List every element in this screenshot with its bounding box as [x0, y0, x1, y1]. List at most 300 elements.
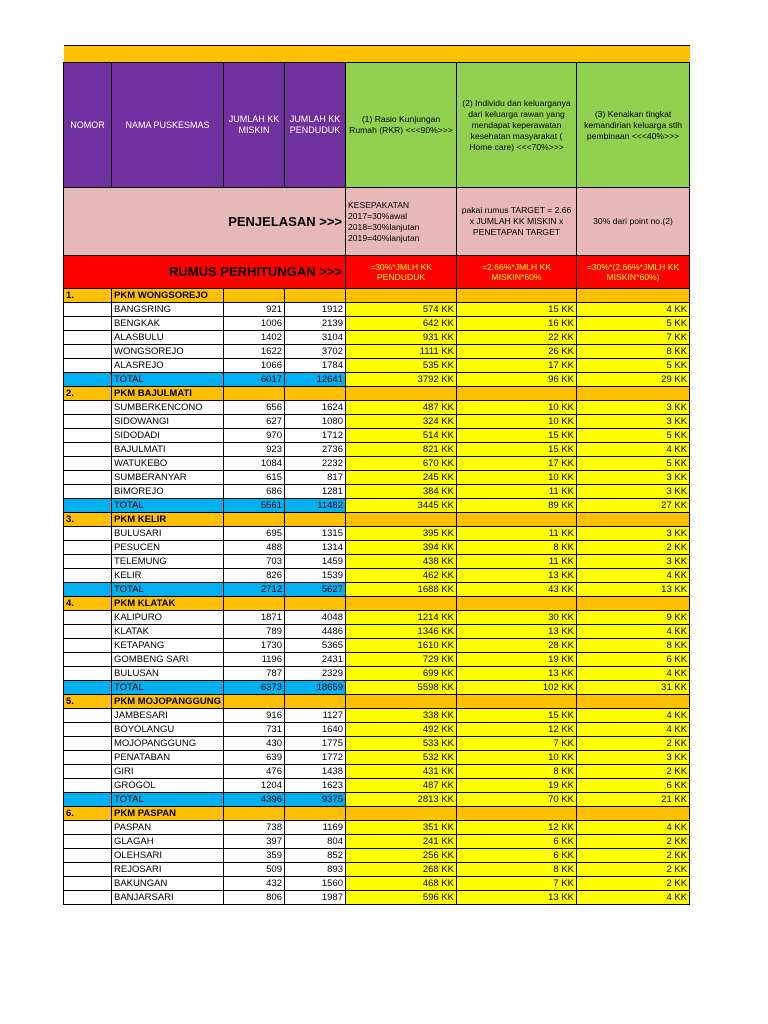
total-label-cell[interactable]: TOTAL	[112, 499, 224, 513]
nomor-cell[interactable]	[64, 863, 112, 877]
kk-miskin-cell[interactable]: 639	[224, 751, 285, 765]
group-empty-cell[interactable]	[577, 597, 690, 611]
total-kk-penduduk-cell[interactable]: 12641	[285, 373, 346, 387]
group-empty-cell[interactable]	[346, 387, 457, 401]
target-2-cell[interactable]: 15 KK	[457, 303, 577, 317]
nomor-cell[interactable]	[64, 583, 112, 597]
kk-miskin-cell[interactable]: 1204	[224, 779, 285, 793]
nomor-cell[interactable]	[64, 681, 112, 695]
desa-name-cell[interactable]: SUMBERANYAR	[112, 471, 224, 485]
group-empty-cell[interactable]	[285, 387, 346, 401]
kk-penduduk-cell[interactable]: 817	[285, 471, 346, 485]
target-3-cell[interactable]: 3 KK	[577, 555, 690, 569]
kk-penduduk-cell[interactable]: 3104	[285, 331, 346, 345]
kk-miskin-cell[interactable]: 738	[224, 821, 285, 835]
nomor-cell[interactable]	[64, 569, 112, 583]
target-3-cell[interactable]: 4 KK	[577, 667, 690, 681]
target-1-cell[interactable]: 1610 KK	[346, 639, 457, 653]
target-1-cell[interactable]: 642 KK	[346, 317, 457, 331]
target-1-cell[interactable]: 351 KK	[346, 821, 457, 835]
total-kk-miskin-cell[interactable]: 4396	[224, 793, 285, 807]
header-kk-miskin[interactable]: JUMLAH KK MISKIN	[224, 63, 285, 188]
kk-penduduk-cell[interactable]: 1623	[285, 779, 346, 793]
target-2-cell[interactable]: 16 KK	[457, 317, 577, 331]
target-2-cell[interactable]: 10 KK	[457, 751, 577, 765]
target-3-cell[interactable]: 4 KK	[577, 443, 690, 457]
kk-penduduk-cell[interactable]: 1640	[285, 723, 346, 737]
total-target-3-cell[interactable]: 13 KK	[577, 583, 690, 597]
header-indikator-1[interactable]: (1) Rasio Kunjungan Rumah (RKR) <<<90%>>>	[346, 63, 457, 188]
desa-name-cell[interactable]: GIRI	[112, 765, 224, 779]
target-1-cell[interactable]: 931 KK	[346, 331, 457, 345]
desa-name-cell[interactable]: TELEMUNG	[112, 555, 224, 569]
total-target-3-cell[interactable]: 21 KK	[577, 793, 690, 807]
desa-name-cell[interactable]: JAMBESARI	[112, 709, 224, 723]
kk-penduduk-cell[interactable]: 1169	[285, 821, 346, 835]
target-2-cell[interactable]: 26 KK	[457, 345, 577, 359]
nomor-cell[interactable]	[64, 345, 112, 359]
nomor-cell[interactable]	[64, 541, 112, 555]
target-3-cell[interactable]: 4 KK	[577, 891, 690, 905]
target-2-cell[interactable]: 11 KK	[457, 555, 577, 569]
group-name[interactable]: PKM BAJULMATI	[112, 387, 224, 401]
total-target-3-cell[interactable]: 29 KK	[577, 373, 690, 387]
target-3-cell[interactable]: 4 KK	[577, 625, 690, 639]
kk-penduduk-cell[interactable]: 4048	[285, 611, 346, 625]
kk-penduduk-cell[interactable]: 2736	[285, 443, 346, 457]
kk-miskin-cell[interactable]: 787	[224, 667, 285, 681]
header-indikator-3[interactable]: (3) Kenaikan tingkat kemandirian keluarga stlh pembinaan <<<40%>>>	[577, 63, 690, 188]
target-3-cell[interactable]: 3 KK	[577, 527, 690, 541]
desa-name-cell[interactable]: BENGKAK	[112, 317, 224, 331]
kk-miskin-cell[interactable]: 923	[224, 443, 285, 457]
group-empty-cell[interactable]	[457, 597, 577, 611]
rumus-3[interactable]: =30%*(2.66%*JMLH KK MISKIN*60%)	[577, 256, 690, 289]
target-3-cell[interactable]: 2 KK	[577, 765, 690, 779]
total-kk-penduduk-cell[interactable]: 11482	[285, 499, 346, 513]
target-2-cell[interactable]: 12 KK	[457, 821, 577, 835]
group-number[interactable]: 3.	[64, 513, 112, 527]
kk-miskin-cell[interactable]: 476	[224, 765, 285, 779]
kk-miskin-cell[interactable]: 1066	[224, 359, 285, 373]
nomor-cell[interactable]	[64, 723, 112, 737]
nomor-cell[interactable]	[64, 751, 112, 765]
target-1-cell[interactable]: 338 KK	[346, 709, 457, 723]
target-3-cell[interactable]: 2 KK	[577, 737, 690, 751]
kk-penduduk-cell[interactable]: 852	[285, 849, 346, 863]
target-1-cell[interactable]: 431 KK	[346, 765, 457, 779]
total-kk-miskin-cell[interactable]: 6373	[224, 681, 285, 695]
kk-penduduk-cell[interactable]: 2329	[285, 667, 346, 681]
target-1-cell[interactable]: 268 KK	[346, 863, 457, 877]
nomor-cell[interactable]	[64, 317, 112, 331]
target-1-cell[interactable]: 256 KK	[346, 849, 457, 863]
target-3-cell[interactable]: 6 KK	[577, 653, 690, 667]
target-1-cell[interactable]: 574 KK	[346, 303, 457, 317]
kk-miskin-cell[interactable]: 509	[224, 863, 285, 877]
group-empty-cell[interactable]	[457, 695, 577, 709]
target-3-cell[interactable]: 2 KK	[577, 541, 690, 555]
kk-penduduk-cell[interactable]: 1459	[285, 555, 346, 569]
target-1-cell[interactable]: 395 KK	[346, 527, 457, 541]
kk-penduduk-cell[interactable]: 893	[285, 863, 346, 877]
group-empty-cell[interactable]	[577, 513, 690, 527]
group-name[interactable]: PKM KELIR	[112, 513, 224, 527]
kk-penduduk-cell[interactable]: 1987	[285, 891, 346, 905]
total-kk-miskin-cell[interactable]: 5561	[224, 499, 285, 513]
group-empty-cell[interactable]	[346, 597, 457, 611]
kk-miskin-cell[interactable]: 789	[224, 625, 285, 639]
group-empty-cell[interactable]	[346, 289, 457, 303]
target-2-cell[interactable]: 8 KK	[457, 541, 577, 555]
target-3-cell[interactable]: 5 KK	[577, 359, 690, 373]
nomor-cell[interactable]	[64, 821, 112, 835]
kk-penduduk-cell[interactable]: 3702	[285, 345, 346, 359]
target-2-cell[interactable]: 7 KK	[457, 737, 577, 751]
desa-name-cell[interactable]: KELIR	[112, 569, 224, 583]
target-1-cell[interactable]: 241 KK	[346, 835, 457, 849]
target-2-cell[interactable]: 11 KK	[457, 485, 577, 499]
rumus-1[interactable]: =30%*JMLH KK PENDUDUK	[346, 256, 457, 289]
target-3-cell[interactable]: 2 KK	[577, 863, 690, 877]
desa-name-cell[interactable]: BAKUNGAN	[112, 877, 224, 891]
target-1-cell[interactable]: 1214 KK	[346, 611, 457, 625]
total-target-2-cell[interactable]: 70 KK	[457, 793, 577, 807]
target-3-cell[interactable]: 7 KK	[577, 331, 690, 345]
kk-penduduk-cell[interactable]: 1314	[285, 541, 346, 555]
group-number[interactable]: 6.	[64, 807, 112, 821]
total-target-3-cell[interactable]: 31 KK	[577, 681, 690, 695]
kk-miskin-cell[interactable]: 1402	[224, 331, 285, 345]
group-empty-cell[interactable]	[577, 387, 690, 401]
target-3-cell[interactable]: 3 KK	[577, 751, 690, 765]
target-1-cell[interactable]: 699 KK	[346, 667, 457, 681]
group-empty-cell[interactable]	[224, 289, 285, 303]
group-empty-cell[interactable]	[346, 695, 457, 709]
kk-miskin-cell[interactable]: 806	[224, 891, 285, 905]
target-1-cell[interactable]: 596 KK	[346, 891, 457, 905]
target-3-cell[interactable]: 4 KK	[577, 569, 690, 583]
desa-name-cell[interactable]: ALASBULU	[112, 331, 224, 345]
desa-name-cell[interactable]: PENATABAN	[112, 751, 224, 765]
group-empty-cell[interactable]	[224, 807, 285, 821]
target-2-cell[interactable]: 6 KK	[457, 835, 577, 849]
nomor-cell[interactable]	[64, 709, 112, 723]
total-target-2-cell[interactable]: 89 KK	[457, 499, 577, 513]
group-name[interactable]: PKM KLATAK	[112, 597, 224, 611]
target-2-cell[interactable]: 28 KK	[457, 639, 577, 653]
group-empty-cell[interactable]	[457, 807, 577, 821]
target-2-cell[interactable]: 8 KK	[457, 863, 577, 877]
kk-miskin-cell[interactable]: 627	[224, 415, 285, 429]
nomor-cell[interactable]	[64, 457, 112, 471]
desa-name-cell[interactable]: WATUKEBO	[112, 457, 224, 471]
target-2-cell[interactable]: 10 KK	[457, 401, 577, 415]
desa-name-cell[interactable]: BOYOLANGU	[112, 723, 224, 737]
target-2-cell[interactable]: 22 KK	[457, 331, 577, 345]
target-2-cell[interactable]: 13 KK	[457, 667, 577, 681]
kk-penduduk-cell[interactable]: 1772	[285, 751, 346, 765]
target-1-cell[interactable]: 821 KK	[346, 443, 457, 457]
group-name[interactable]: PKM WONGSOREJO	[112, 289, 224, 303]
kk-penduduk-cell[interactable]: 1560	[285, 877, 346, 891]
target-3-cell[interactable]: 3 KK	[577, 471, 690, 485]
kk-miskin-cell[interactable]: 397	[224, 835, 285, 849]
total-label-cell[interactable]: TOTAL	[112, 583, 224, 597]
target-2-cell[interactable]: 15 KK	[457, 709, 577, 723]
desa-name-cell[interactable]: KLATAK	[112, 625, 224, 639]
nomor-cell[interactable]	[64, 471, 112, 485]
group-number[interactable]: 2.	[64, 387, 112, 401]
total-target-2-cell[interactable]: 43 KK	[457, 583, 577, 597]
desa-name-cell[interactable]: GOMBENG SARI	[112, 653, 224, 667]
kk-penduduk-cell[interactable]: 1775	[285, 737, 346, 751]
kk-penduduk-cell[interactable]: 1127	[285, 709, 346, 723]
target-1-cell[interactable]: 384 KK	[346, 485, 457, 499]
target-3-cell[interactable]: 2 KK	[577, 835, 690, 849]
target-3-cell[interactable]: 9 KK	[577, 611, 690, 625]
nomor-cell[interactable]	[64, 359, 112, 373]
target-2-cell[interactable]: 17 KK	[457, 359, 577, 373]
group-empty-cell[interactable]	[457, 513, 577, 527]
desa-name-cell[interactable]: SIDODADI	[112, 429, 224, 443]
group-number[interactable]: 5.	[64, 695, 112, 709]
kk-miskin-cell[interactable]: 921	[224, 303, 285, 317]
nomor-cell[interactable]	[64, 849, 112, 863]
desa-name-cell[interactable]: WONGSOREJO	[112, 345, 224, 359]
kk-penduduk-cell[interactable]: 1315	[285, 527, 346, 541]
nomor-cell[interactable]	[64, 793, 112, 807]
nomor-cell[interactable]	[64, 639, 112, 653]
kk-miskin-cell[interactable]: 970	[224, 429, 285, 443]
group-empty-cell[interactable]	[346, 807, 457, 821]
kk-miskin-cell[interactable]: 488	[224, 541, 285, 555]
target-3-cell[interactable]: 5 KK	[577, 457, 690, 471]
desa-name-cell[interactable]: KALIPURO	[112, 611, 224, 625]
group-empty-cell[interactable]	[285, 695, 346, 709]
kk-miskin-cell[interactable]: 1196	[224, 653, 285, 667]
header-nama[interactable]: NAMA PUSKESMAS	[112, 63, 224, 188]
kk-penduduk-cell[interactable]: 804	[285, 835, 346, 849]
kk-penduduk-cell[interactable]: 5365	[285, 639, 346, 653]
kk-miskin-cell[interactable]: 430	[224, 737, 285, 751]
target-1-cell[interactable]: 324 KK	[346, 415, 457, 429]
nomor-cell[interactable]	[64, 485, 112, 499]
total-label-cell[interactable]: TOTAL	[112, 373, 224, 387]
target-1-cell[interactable]: 670 KK	[346, 457, 457, 471]
group-empty-cell[interactable]	[224, 387, 285, 401]
target-2-cell[interactable]: 6 KK	[457, 849, 577, 863]
nomor-cell[interactable]	[64, 401, 112, 415]
group-name[interactable]: PKM MOJOPANGGUNG	[112, 695, 224, 709]
kk-miskin-cell[interactable]: 656	[224, 401, 285, 415]
target-3-cell[interactable]: 5 KK	[577, 429, 690, 443]
total-kk-miskin-cell[interactable]: 2712	[224, 583, 285, 597]
nomor-cell[interactable]	[64, 625, 112, 639]
target-2-cell[interactable]: 30 KK	[457, 611, 577, 625]
header-nomor[interactable]: NOMOR	[64, 63, 112, 188]
kk-penduduk-cell[interactable]: 2232	[285, 457, 346, 471]
target-2-cell[interactable]: 13 KK	[457, 569, 577, 583]
header-kk-penduduk[interactable]: JUMLAH KK PENDUDUK	[285, 63, 346, 188]
kk-miskin-cell[interactable]: 1871	[224, 611, 285, 625]
kk-penduduk-cell[interactable]: 2139	[285, 317, 346, 331]
rumus-2[interactable]: =2.66%*JMLH KK MISKIN*60%	[457, 256, 577, 289]
nomor-cell[interactable]	[64, 779, 112, 793]
nomor-cell[interactable]	[64, 891, 112, 905]
desa-name-cell[interactable]: GROGOL	[112, 779, 224, 793]
target-3-cell[interactable]: 4 KK	[577, 821, 690, 835]
total-kk-penduduk-cell[interactable]: 5627	[285, 583, 346, 597]
target-3-cell[interactable]: 5 KK	[577, 317, 690, 331]
kk-penduduk-cell[interactable]: 1784	[285, 359, 346, 373]
desa-name-cell[interactable]: GLAGAH	[112, 835, 224, 849]
target-1-cell[interactable]: 492 KK	[346, 723, 457, 737]
kk-penduduk-cell[interactable]: 1438	[285, 765, 346, 779]
desa-name-cell[interactable]: PASPAN	[112, 821, 224, 835]
target-2-cell[interactable]: 10 KK	[457, 471, 577, 485]
group-empty-cell[interactable]	[457, 387, 577, 401]
group-number[interactable]: 4.	[64, 597, 112, 611]
kk-miskin-cell[interactable]: 359	[224, 849, 285, 863]
group-empty-cell[interactable]	[285, 513, 346, 527]
group-empty-cell[interactable]	[224, 513, 285, 527]
group-name[interactable]: PKM PASPAN	[112, 807, 224, 821]
nomor-cell[interactable]	[64, 835, 112, 849]
nomor-cell[interactable]	[64, 303, 112, 317]
total-label-cell[interactable]: TOTAL	[112, 793, 224, 807]
kk-miskin-cell[interactable]: 731	[224, 723, 285, 737]
target-1-cell[interactable]: 514 KK	[346, 429, 457, 443]
target-3-cell[interactable]: 3 KK	[577, 401, 690, 415]
total-label-cell[interactable]: TOTAL	[112, 681, 224, 695]
nomor-cell[interactable]	[64, 443, 112, 457]
desa-name-cell[interactable]: REJOSARI	[112, 863, 224, 877]
desa-name-cell[interactable]: BANGSRING	[112, 303, 224, 317]
kk-miskin-cell[interactable]: 615	[224, 471, 285, 485]
kk-miskin-cell[interactable]: 432	[224, 877, 285, 891]
target-1-cell[interactable]: 245 KK	[346, 471, 457, 485]
penjelasan-label[interactable]: PENJELASAN >>>	[64, 188, 346, 256]
nomor-cell[interactable]	[64, 653, 112, 667]
target-2-cell[interactable]: 15 KK	[457, 429, 577, 443]
kk-miskin-cell[interactable]: 703	[224, 555, 285, 569]
target-2-cell[interactable]: 11 KK	[457, 527, 577, 541]
kk-penduduk-cell[interactable]: 1624	[285, 401, 346, 415]
total-target-2-cell[interactable]: 102 KK	[457, 681, 577, 695]
desa-name-cell[interactable]: MOJOPANGGUNG	[112, 737, 224, 751]
kk-miskin-cell[interactable]: 826	[224, 569, 285, 583]
total-kk-penduduk-cell[interactable]: 18659	[285, 681, 346, 695]
target-3-cell[interactable]: 6 KK	[577, 779, 690, 793]
target-2-cell[interactable]: 7 KK	[457, 877, 577, 891]
kk-penduduk-cell[interactable]: 1080	[285, 415, 346, 429]
target-1-cell[interactable]: 1346 KK	[346, 625, 457, 639]
target-2-cell[interactable]: 8 KK	[457, 765, 577, 779]
kk-penduduk-cell[interactable]: 2431	[285, 653, 346, 667]
target-3-cell[interactable]: 3 KK	[577, 485, 690, 499]
kk-penduduk-cell[interactable]: 1281	[285, 485, 346, 499]
desa-name-cell[interactable]: BIMOREJO	[112, 485, 224, 499]
nomor-cell[interactable]	[64, 737, 112, 751]
target-3-cell[interactable]: 2 KK	[577, 877, 690, 891]
kk-miskin-cell[interactable]: 686	[224, 485, 285, 499]
desa-name-cell[interactable]: BULUSAN	[112, 667, 224, 681]
target-1-cell[interactable]: 394 KK	[346, 541, 457, 555]
target-1-cell[interactable]: 729 KK	[346, 653, 457, 667]
group-empty-cell[interactable]	[285, 597, 346, 611]
target-3-cell[interactable]: 2 KK	[577, 849, 690, 863]
target-3-cell[interactable]: 8 KK	[577, 345, 690, 359]
group-empty-cell[interactable]	[224, 695, 285, 709]
penjelasan-1[interactable]: KESEPAKATAN 2017=30%awal 2018=30%lanjutan 2019=40%lanjutan	[346, 188, 457, 256]
nomor-cell[interactable]	[64, 373, 112, 387]
total-kk-miskin-cell[interactable]: 6017	[224, 373, 285, 387]
total-target-1-cell[interactable]: 3445 KK	[346, 499, 457, 513]
total-target-2-cell[interactable]: 96 KK	[457, 373, 577, 387]
nomor-cell[interactable]	[64, 765, 112, 779]
target-1-cell[interactable]: 487 KK	[346, 779, 457, 793]
nomor-cell[interactable]	[64, 429, 112, 443]
target-1-cell[interactable]: 535 KK	[346, 359, 457, 373]
target-1-cell[interactable]: 462 KK	[346, 569, 457, 583]
target-1-cell[interactable]: 468 KK	[346, 877, 457, 891]
target-1-cell[interactable]: 1111 KK	[346, 345, 457, 359]
group-empty-cell[interactable]	[285, 807, 346, 821]
rumus-label[interactable]: RUMUS PERHITUNGAN >>>	[64, 256, 346, 289]
target-3-cell[interactable]: 4 KK	[577, 709, 690, 723]
group-empty-cell[interactable]	[285, 289, 346, 303]
desa-name-cell[interactable]: BULUSARI	[112, 527, 224, 541]
target-1-cell[interactable]: 487 KK	[346, 401, 457, 415]
target-3-cell[interactable]: 3 KK	[577, 415, 690, 429]
total-target-1-cell[interactable]: 2813 KK	[346, 793, 457, 807]
kk-miskin-cell[interactable]: 1006	[224, 317, 285, 331]
penjelasan-3[interactable]: 30% dari point no.(2)	[577, 188, 690, 256]
group-empty-cell[interactable]	[346, 513, 457, 527]
target-2-cell[interactable]: 17 KK	[457, 457, 577, 471]
target-2-cell[interactable]: 19 KK	[457, 779, 577, 793]
kk-penduduk-cell[interactable]: 1912	[285, 303, 346, 317]
nomor-cell[interactable]	[64, 877, 112, 891]
target-1-cell[interactable]: 438 KK	[346, 555, 457, 569]
nomor-cell[interactable]	[64, 555, 112, 569]
target-3-cell[interactable]: 8 KK	[577, 639, 690, 653]
total-target-1-cell[interactable]: 5598 KK	[346, 681, 457, 695]
nomor-cell[interactable]	[64, 527, 112, 541]
penjelasan-2[interactable]: pakai rumus TARGET = 2.66 x JUMLAH KK MISKIN x PENETAPAN TARGET	[457, 188, 577, 256]
total-target-1-cell[interactable]: 3792 KK	[346, 373, 457, 387]
group-number[interactable]: 1.	[64, 289, 112, 303]
nomor-cell[interactable]	[64, 611, 112, 625]
target-3-cell[interactable]: 4 KK	[577, 723, 690, 737]
total-target-3-cell[interactable]: 27 KK	[577, 499, 690, 513]
target-2-cell[interactable]: 12 KK	[457, 723, 577, 737]
group-empty-cell[interactable]	[224, 597, 285, 611]
desa-name-cell[interactable]: PESUCEN	[112, 541, 224, 555]
desa-name-cell[interactable]: BAJULMATI	[112, 443, 224, 457]
group-empty-cell[interactable]	[577, 807, 690, 821]
target-2-cell[interactable]: 13 KK	[457, 891, 577, 905]
nomor-cell[interactable]	[64, 415, 112, 429]
kk-penduduk-cell[interactable]: 1712	[285, 429, 346, 443]
header-indikator-2[interactable]: (2) Individu dan keluarganya dari keluarga rawan yang mendapat keperawatan kesehatan masyarakat ( Home care) <<<70%>>>	[457, 63, 577, 188]
kk-miskin-cell[interactable]: 916	[224, 709, 285, 723]
target-1-cell[interactable]: 532 KK	[346, 751, 457, 765]
desa-name-cell[interactable]: SUMBERKENCONO	[112, 401, 224, 415]
desa-name-cell[interactable]: OLEHSARI	[112, 849, 224, 863]
total-target-1-cell[interactable]: 1688 KK	[346, 583, 457, 597]
